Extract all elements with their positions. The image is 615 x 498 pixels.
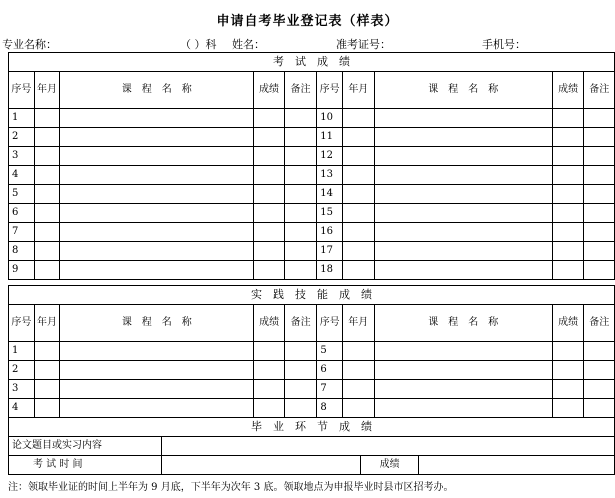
remark-cell[interactable]: [284, 128, 316, 147]
yearmonth-cell[interactable]: [34, 185, 60, 204]
header-yearmonth: 年月: [343, 305, 375, 342]
exam-table: [8, 52, 615, 280]
remark-cell[interactable]: [584, 166, 615, 185]
score-cell[interactable]: [552, 361, 584, 380]
footer-note: 注：领取毕业证的时间上半年为 9 月底，下半年为次年 3 底。领取地点为申报毕业时县市区招考办。: [8, 482, 454, 493]
yearmonth-cell[interactable]: [343, 185, 375, 204]
graduation-table: [8, 417, 615, 475]
course-cell[interactable]: [374, 109, 552, 128]
header-seq: 序号: [9, 305, 35, 342]
remark-cell[interactable]: [584, 242, 615, 261]
yearmonth-cell[interactable]: [343, 223, 375, 242]
yearmonth-cell[interactable]: [34, 147, 60, 166]
form-title: 申请自考毕业登记表（样表）: [216, 14, 399, 29]
header-course: 课 程 名 称: [60, 72, 254, 109]
yearmonth-cell[interactable]: [343, 342, 375, 361]
remark-cell[interactable]: [284, 342, 317, 361]
course-cell[interactable]: [60, 361, 254, 380]
remark-cell[interactable]: [284, 204, 316, 223]
remark-cell[interactable]: [284, 185, 316, 204]
remark-cell[interactable]: [284, 380, 317, 399]
yearmonth-cell[interactable]: [34, 166, 60, 185]
course-cell[interactable]: [60, 185, 254, 204]
course-cell[interactable]: [60, 399, 254, 418]
yearmonth-cell[interactable]: [34, 380, 60, 399]
score-cell[interactable]: [552, 166, 584, 185]
score-cell[interactable]: [552, 399, 584, 418]
yearmonth-cell[interactable]: [343, 128, 375, 147]
yearmonth-cell[interactable]: [343, 166, 375, 185]
table-row: [9, 399, 615, 418]
seq-cell: 5: [9, 185, 35, 204]
seq-cell: 7: [9, 223, 35, 242]
remark-cell[interactable]: [584, 204, 615, 223]
yearmonth-cell[interactable]: [34, 399, 60, 418]
header-course: 课 程 名 称: [60, 305, 254, 342]
seq-cell: 8: [9, 242, 35, 261]
table-row: [9, 128, 615, 147]
yearmonth-cell[interactable]: [343, 147, 375, 166]
seq-cell: 6: [317, 361, 343, 380]
course-cell[interactable]: [60, 204, 254, 223]
remark-cell[interactable]: [284, 109, 316, 128]
course-cell[interactable]: [374, 380, 552, 399]
score-cell[interactable]: [254, 109, 285, 128]
thesis-field[interactable]: [162, 437, 615, 456]
seq-cell: 3: [9, 380, 35, 399]
table-row: [9, 342, 615, 361]
remark-cell[interactable]: [584, 185, 615, 204]
table-row: [9, 147, 615, 166]
course-cell[interactable]: [374, 166, 552, 185]
level-label: （ ）科: [180, 38, 217, 51]
remark-cell[interactable]: [584, 399, 615, 418]
yearmonth-cell[interactable]: [34, 361, 60, 380]
seq-cell: 3: [9, 147, 35, 166]
table-row: [9, 109, 615, 128]
exam-section-title: 考 试 成 绩: [9, 53, 615, 72]
seq-cell: 11: [317, 128, 343, 147]
seq-cell: 6: [9, 204, 35, 223]
course-cell[interactable]: [374, 342, 552, 361]
course-cell[interactable]: [60, 147, 254, 166]
header-score: 成绩: [552, 305, 584, 342]
score-cell[interactable]: [254, 261, 285, 280]
remark-cell[interactable]: [584, 261, 615, 280]
score-cell[interactable]: [254, 223, 285, 242]
seq-cell: 9: [9, 261, 35, 280]
score-cell[interactable]: [552, 109, 584, 128]
yearmonth-cell[interactable]: [343, 380, 375, 399]
graduation-section-title: 毕 业 环 节 成 绩: [9, 418, 615, 437]
remark-cell[interactable]: [284, 147, 316, 166]
score-cell[interactable]: [552, 380, 584, 399]
course-cell[interactable]: [374, 399, 552, 418]
score-cell[interactable]: [254, 361, 285, 380]
score-cell[interactable]: [254, 242, 285, 261]
course-cell[interactable]: [374, 242, 552, 261]
table-row: [9, 261, 615, 280]
major-label: 专业名称：: [2, 38, 57, 51]
header-seq: 序号: [9, 72, 35, 109]
remark-cell[interactable]: [584, 147, 615, 166]
seq-cell: 2: [9, 361, 35, 380]
table-row: [9, 166, 615, 185]
course-cell[interactable]: [60, 109, 254, 128]
course-cell[interactable]: [60, 380, 254, 399]
header-yearmonth: 年月: [343, 72, 375, 109]
score-cell[interactable]: [552, 185, 584, 204]
yearmonth-cell[interactable]: [343, 109, 375, 128]
seq-cell: 4: [9, 399, 35, 418]
score-cell[interactable]: [254, 399, 285, 418]
remark-cell[interactable]: [284, 223, 316, 242]
score-cell[interactable]: [552, 223, 584, 242]
header-seq: 序号: [317, 72, 343, 109]
remark-cell[interactable]: [284, 399, 317, 418]
course-cell[interactable]: [374, 361, 552, 380]
seq-cell: 17: [317, 242, 343, 261]
seq-cell: 14: [317, 185, 343, 204]
yearmonth-cell[interactable]: [34, 223, 60, 242]
score-cell[interactable]: [552, 242, 584, 261]
course-cell[interactable]: [60, 261, 254, 280]
header-remark: 备注: [584, 305, 615, 342]
yearmonth-cell[interactable]: [34, 242, 60, 261]
seq-cell: 18: [317, 261, 343, 280]
score-cell[interactable]: [254, 342, 285, 361]
course-cell[interactable]: [374, 128, 552, 147]
practice-header-row: [9, 305, 615, 342]
course-cell[interactable]: [374, 185, 552, 204]
name-label: 姓名：: [232, 38, 265, 51]
course-cell[interactable]: [60, 128, 254, 147]
remark-cell[interactable]: [584, 109, 615, 128]
course-cell[interactable]: [374, 223, 552, 242]
yearmonth-cell[interactable]: [343, 361, 375, 380]
seq-cell: 12: [317, 147, 343, 166]
remark-cell[interactable]: [584, 128, 615, 147]
header-course: 课 程 名 称: [374, 72, 552, 109]
practice-table: [8, 285, 615, 418]
remark-cell[interactable]: [584, 223, 615, 242]
ticket-label: 准考证号：: [336, 38, 391, 51]
course-cell[interactable]: [374, 204, 552, 223]
table-row: [9, 185, 615, 204]
score-cell[interactable]: [552, 342, 584, 361]
yearmonth-cell[interactable]: [343, 204, 375, 223]
seq-cell: 10: [317, 109, 343, 128]
header-remark: 备注: [584, 72, 615, 109]
header-score: 成绩: [254, 305, 285, 342]
seq-cell: 16: [317, 223, 343, 242]
header-yearmonth: 年月: [34, 72, 60, 109]
yearmonth-cell[interactable]: [343, 242, 375, 261]
course-cell[interactable]: [374, 147, 552, 166]
score-cell[interactable]: [552, 204, 584, 223]
table-row: [9, 204, 615, 223]
score-cell[interactable]: [254, 380, 285, 399]
header-yearmonth: 年月: [34, 305, 60, 342]
thesis-label: 论文题目或实习内容: [9, 437, 162, 456]
score-cell[interactable]: [552, 128, 584, 147]
yearmonth-cell[interactable]: [343, 261, 375, 280]
remark-cell[interactable]: [284, 361, 317, 380]
score-cell[interactable]: [254, 204, 285, 223]
remark-cell[interactable]: [284, 261, 316, 280]
header-score: 成绩: [254, 72, 285, 109]
practice-section-title: 实 践 技 能 成 绩: [9, 286, 615, 305]
header-course: 课 程 名 称: [374, 305, 552, 342]
phone-label: 手机号：: [482, 38, 526, 51]
score-cell[interactable]: [254, 128, 285, 147]
table-row: [9, 223, 615, 242]
seq-cell: 2: [9, 128, 35, 147]
seq-cell: 13: [317, 166, 343, 185]
remark-cell[interactable]: [584, 380, 615, 399]
exam-header-row: [9, 72, 615, 109]
yearmonth-cell[interactable]: [34, 109, 60, 128]
seq-cell: 8: [317, 399, 343, 418]
seq-cell: 5: [317, 342, 343, 361]
header-remark: 备注: [284, 72, 316, 109]
remark-cell[interactable]: [584, 342, 615, 361]
table-row: [9, 380, 615, 399]
table-row: [9, 242, 615, 261]
course-cell[interactable]: [374, 261, 552, 280]
course-cell[interactable]: [60, 166, 254, 185]
seq-cell: 1: [9, 342, 35, 361]
seq-cell: 4: [9, 166, 35, 185]
score-cell[interactable]: [254, 185, 285, 204]
yearmonth-cell[interactable]: [343, 399, 375, 418]
header-remark: 备注: [284, 305, 317, 342]
score-cell[interactable]: [254, 166, 285, 185]
header-score: 成绩: [552, 72, 584, 109]
course-cell[interactable]: [60, 242, 254, 261]
graduation-score-label: 成绩: [361, 456, 418, 475]
table-row: [9, 361, 615, 380]
yearmonth-cell[interactable]: [34, 342, 60, 361]
score-cell[interactable]: [552, 147, 584, 166]
score-cell[interactable]: [254, 147, 285, 166]
seq-cell: 15: [317, 204, 343, 223]
graduation-score-field[interactable]: [418, 456, 614, 475]
score-cell[interactable]: [552, 261, 584, 280]
seq-cell: 7: [317, 380, 343, 399]
remark-cell[interactable]: [284, 166, 316, 185]
remark-cell[interactable]: [284, 242, 316, 261]
remark-cell[interactable]: [584, 361, 615, 380]
exam-time-label: 考 试 时 间: [9, 456, 162, 475]
seq-cell: 1: [9, 109, 35, 128]
exam-time-field[interactable]: [162, 456, 361, 475]
yearmonth-cell[interactable]: [34, 128, 60, 147]
yearmonth-cell[interactable]: [34, 261, 60, 280]
course-cell[interactable]: [60, 342, 254, 361]
yearmonth-cell[interactable]: [34, 204, 60, 223]
course-cell[interactable]: [60, 223, 254, 242]
header-seq: 序号: [317, 305, 343, 342]
